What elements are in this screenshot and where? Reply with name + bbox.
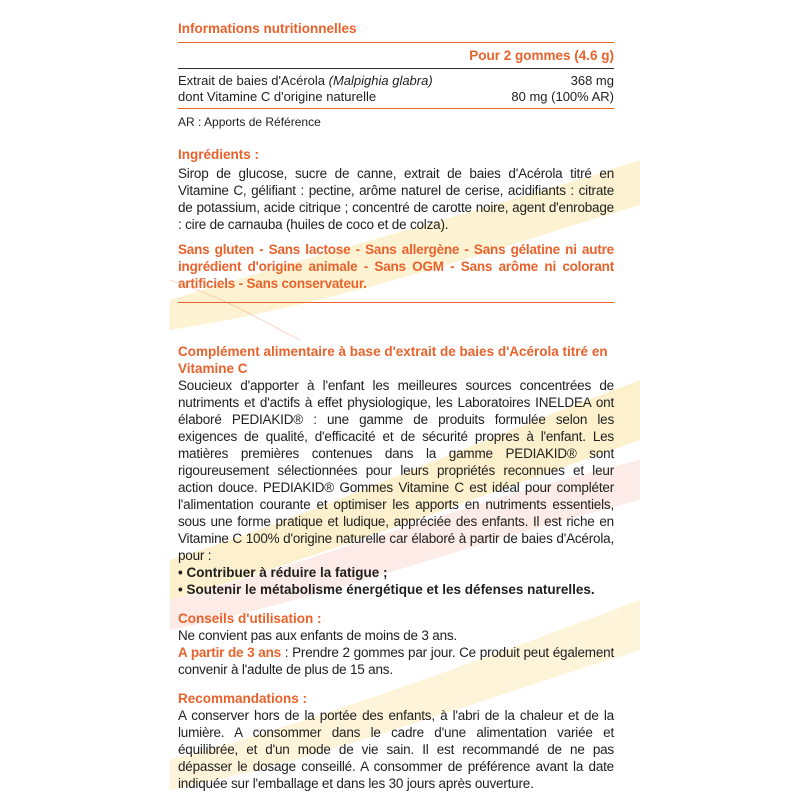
complement-bullet: • Contribuer à réduire la fatigue ;: [178, 565, 388, 580]
complement-bullet: • Soutenir le métabolisme énergétique et les défenses naturelles.: [178, 582, 595, 597]
nutrition-row-label: Extrait de baies d'Acérola (Malpighia glabra): [178, 73, 433, 88]
recommendations-section: [178, 690, 614, 792]
complement-section: [178, 343, 614, 598]
usage-line2: A partir de 3 ans : Prendre 2 gommes par jour. Ce produit peut également convenir à l'adulte de plus de 15 ans.: [178, 645, 614, 677]
complement-title: Complément alimentaire à base d'extrait de baies d'Acérola titré en Vitamine C: [178, 344, 608, 376]
usage-lead: A partir de 3 ans: [178, 645, 281, 660]
ingredients-title: Ingrédients :: [178, 147, 260, 162]
usage-section: [178, 610, 614, 678]
nutrition-column-header: Pour 2 gommes (4.6 g): [469, 48, 614, 63]
ingredients-text: Sirop de glucose, sucre de canne, extrait de baies d'Acérola titré en Vitamine C, gélifiant : pectine, arôme naturel de cerise, acidifiants : citrate de potassium, acide citrique ; concentré de carotte noire, agent d'enrobage : cire de carnauba (huiles de coco et de colza).: [178, 166, 614, 232]
nutrition-footnote: AR : Apports de Référence: [178, 115, 321, 129]
nutrition-rows: [178, 73, 614, 105]
recommendations-title: Recommandations :: [178, 691, 308, 706]
nutrition-section: [178, 20, 614, 130]
divider: [178, 68, 614, 69]
recommendations-text: A conserver hors de la portée des enfants, à l'abri de la chaleur et de la lumière. A consommer dans le cadre d'une alimentation variée et équilibrée, et d'un mode de vie sain. Il est recommandé de ne pas dépasser le dosage conseillé. A consommer de préférence avant la date indiquée sur l'emballage et dans les 30 jours après ouverture.: [178, 708, 614, 791]
nutrition-row-value: 80 mg (100% AR): [511, 89, 614, 104]
label-content: [178, 18, 614, 792]
nutrition-title: Informations nutritionnelles: [178, 21, 357, 36]
complement-text: Soucieux d'apporter à l'enfant les meilleures sources concentrées de nutriments et d'actifs à effet physiologique, les Laboratoires INELDEA ont élaboré PEDIAKID® : une gamme de produits formulée selon les exigences de qualité, d'efficacité et de sécurité propres à l'enfant. Les matières premières contenues dans la gamme PEDIAKID® sont rigoureusement sélectionnées pour leurs propriétés reconnues et leur action douce. PEDIAKID® Gommes Vitamine C est idéal pour compléter l'alimentation courante et optimiser les apports en nutriments essentiels, sous une forme pratique et ludique, appréciée des enfants. Il est riche en Vitamine C 100% d'origine naturelle car élaboré à partir de baies d'Acérola, pour :: [178, 378, 614, 563]
usage-line1: Ne convient pas aux enfants de moins de 3 ans.: [178, 628, 457, 643]
nutrition-row-label: dont Vitamine C d'origine naturelle: [178, 89, 377, 104]
divider: [178, 42, 614, 43]
nutrition-row: [178, 89, 614, 105]
ingredients-claims: Sans gluten - Sans lactose - Sans allergène - Sans gélatine ni autre ingrédient d'origine animale - Sans OGM - Sans arôme ni colorant artificiels - Sans conservateur.: [178, 241, 614, 303]
nutrition-row: [178, 73, 614, 89]
divider: [178, 108, 614, 109]
ingredients-section: [178, 146, 614, 303]
usage-title: Conseils d'utilisation :: [178, 611, 322, 626]
nutrition-row-value: 368 mg: [570, 73, 614, 88]
